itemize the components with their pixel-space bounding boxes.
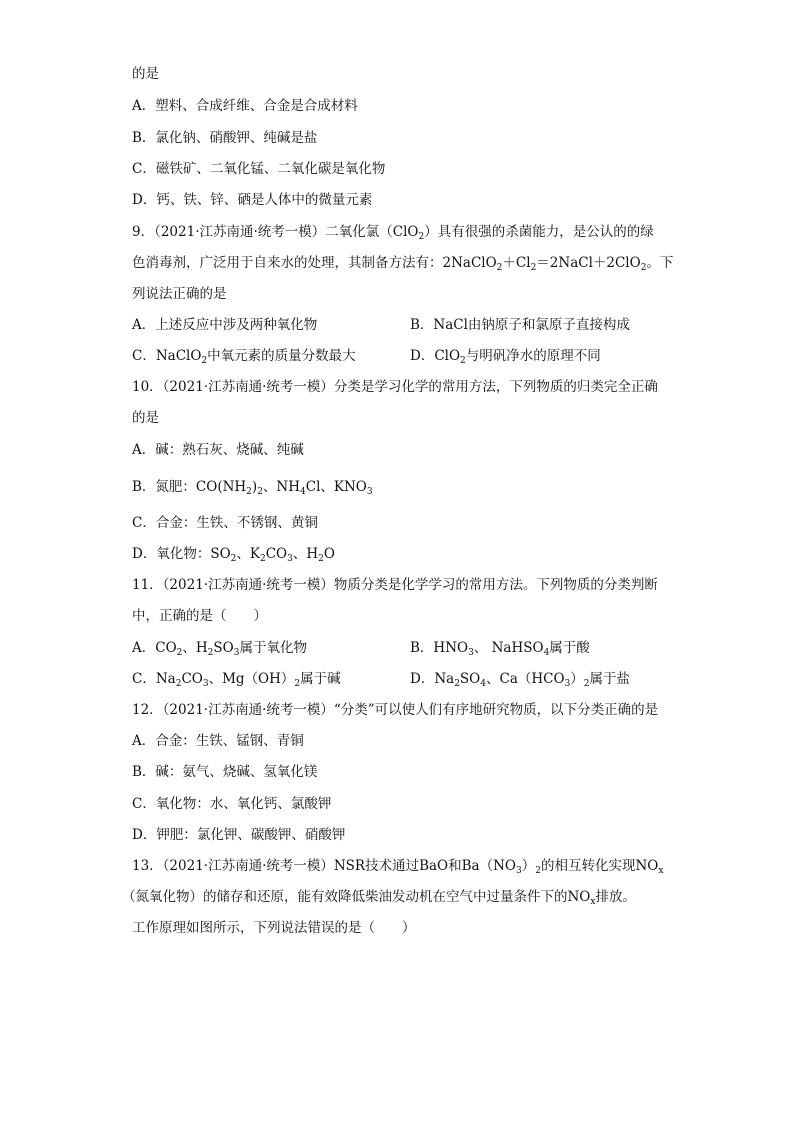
q9-c-sub: 2 — [201, 356, 208, 366]
q12-b: B．碱：氨气、烧碱、氢氧化镁 — [132, 764, 318, 780]
q9-c-a: C．NaClO — [132, 348, 202, 364]
q10-a: A．碱：熟石灰、烧碱、纯碱 — [132, 442, 304, 458]
q8-tail — [132, 64, 672, 84]
q11-d-a: D．Na — [410, 671, 455, 687]
q10-option-a — [132, 440, 672, 460]
q9-l1b: ）具有很强的杀菌能力，是公认的的绿 — [424, 224, 654, 240]
q9-l1a: 9．（2021·江苏南通·统考一模）二氧化氯（ClO — [132, 224, 419, 240]
q11-a-a: A．CO — [132, 640, 177, 656]
q9-l1-sub: 2 — [418, 232, 425, 242]
q11-d-s2: 4 — [480, 679, 486, 689]
q10-b-c: 、NH — [262, 479, 301, 495]
q11-a-d: 属于氧化物 — [239, 640, 307, 656]
q11-l1: 11．（2021·江苏南通·统考一模）物质分类是化学学习的常用方法。下列物质的分类判断 — [132, 577, 658, 593]
q8-option-d-text: D．钙、铁、锌、硒是人体中的微量元素 — [132, 192, 373, 208]
q8-option-b-text: B．氯化钠、硝酸钾、纯碱是盐 — [132, 130, 318, 146]
q10-b-b: ) — [251, 479, 258, 495]
q11-options-row2 — [132, 669, 672, 689]
q13-l1-s1: 3 — [515, 866, 522, 876]
q11-stem-line2 — [132, 606, 672, 626]
q11-b-s2: 4 — [543, 648, 550, 658]
q13-l1a: 13．（2021·江苏南通·统考一模）NSR技术通过BaO和Ba（NO — [132, 858, 516, 874]
q11-d-s4: 2 — [583, 679, 590, 689]
q13-l1b: ） — [521, 858, 536, 874]
q11-l2: 中，正确的是（ ） — [132, 608, 267, 624]
q10-d-s3: 3 — [287, 554, 293, 564]
q9-stem-line2 — [132, 253, 672, 273]
q9-d-b: 与明矾净水的原理不同 — [465, 348, 601, 364]
q12-option-d — [132, 825, 672, 845]
q9-l2d: 。下 — [646, 255, 674, 271]
q13-stem-line1 — [132, 856, 672, 876]
q11-b-s1: 3 — [468, 648, 474, 658]
q13-l2b: 排放。 — [595, 889, 636, 905]
q12-option-a — [132, 731, 672, 751]
q10-c: C．合金：生铁、不锈钢、黄铜 — [132, 515, 318, 531]
q11-d-s3: 3 — [564, 679, 571, 689]
q8-tail-text: 的是 — [132, 66, 159, 82]
q8-option-d — [132, 190, 672, 210]
q8-option-b — [132, 128, 672, 148]
q10-l2: 的是 — [132, 410, 159, 426]
q11-c-s1: 2 — [175, 679, 182, 689]
q10-b-a: B．氮肥：CO(NH — [132, 479, 247, 495]
q12-option-c — [132, 794, 672, 814]
q11-d-d: ） — [570, 671, 584, 687]
q11-b-b: 、 NaHSO — [473, 640, 544, 656]
q9-l2-sub3: 2 — [640, 263, 647, 273]
q11-c-d: 属于碱 — [300, 671, 341, 687]
q9-option-c — [132, 348, 356, 364]
q12-l1: 12．（2021·江苏南通·统考一模）“分类”可以使人们有序地研究物质，以下分类正确的是 — [132, 702, 659, 718]
q10-d-e: O — [323, 546, 335, 562]
q13-stem-line2 — [122, 887, 662, 907]
q11-c-s3: 2 — [294, 679, 301, 689]
q10-l1: 10．（2021·江苏南通·统考一模）分类是学习化学的常用方法，下列物质的归类完全正确 — [132, 379, 658, 395]
q9-option-d — [410, 346, 601, 366]
q11-c-s2: 3 — [202, 679, 209, 689]
q11-a-s1: 2 — [176, 648, 183, 658]
q10-option-d — [132, 544, 672, 564]
q9-l2-sub1: 2 — [496, 263, 503, 273]
q11-c-c: 、Mg（OH） — [208, 671, 295, 687]
q10-d-s1: 2 — [230, 554, 237, 564]
q11-a-s2: 2 — [207, 648, 214, 658]
q10-b-s4: 3 — [366, 487, 373, 497]
q13-l1-s3: x — [658, 866, 664, 876]
q9-option-b-text: B．NaCl由钠原子和氯原子直接构成 — [410, 317, 630, 333]
q11-option-b — [410, 638, 590, 658]
q11-option-c — [132, 671, 341, 687]
q10-d-d: 、H — [292, 546, 319, 562]
q8-option-c-text: C．磁铁矿、二氧化锰、二氧化碳是氧化物 — [132, 161, 386, 177]
q10-option-b — [132, 477, 672, 497]
q10-b-s3: 4 — [300, 487, 306, 497]
q9-l2c: ＝2NaCl＋2ClO — [536, 255, 641, 271]
q13-l2a: （氮氧化物）的储存和还原，能有效降低柴油发动机在空气中过量条件下的NO — [122, 889, 591, 905]
q10-b-s1: 2 — [246, 487, 252, 497]
q10-d-s4: 2 — [318, 554, 324, 564]
q13-l1c: 的相互转化实现NO — [540, 858, 659, 874]
q8-option-a — [132, 96, 672, 116]
q9-l3: 列说法正确的是 — [132, 286, 227, 302]
q13-stem-line3 — [132, 918, 672, 938]
q12-d: D．钾肥：氯化钾、碳酸钾、硝酸钾 — [132, 827, 346, 843]
q9-d-sub: 2 — [460, 356, 466, 366]
q10-stem-line1 — [132, 377, 672, 397]
q10-d-a: D．氧化物：SO — [132, 546, 231, 562]
q9-d-a: D．ClO — [410, 348, 461, 364]
q11-c-b: CO — [181, 671, 203, 687]
q12-option-b — [132, 762, 672, 782]
q10-option-c — [132, 513, 672, 533]
q12-a: A．合金：生铁、锰钢、青铜 — [132, 733, 304, 749]
q9-l2a: 色消毒剂，广泛用于自来水的处理，其制备方法有：2NaClO — [132, 255, 497, 271]
q10-d-s2: 2 — [259, 554, 266, 564]
q8-option-a-text: A．塑料、合成纤维、合金是合成材料 — [132, 98, 358, 114]
q9-l2b: ＋Cl — [502, 255, 531, 271]
q9-stem-line1 — [132, 222, 672, 242]
q9-options-row1 — [132, 315, 672, 335]
q11-options-row1 — [132, 638, 672, 658]
q11-c-a: C．Na — [132, 671, 176, 687]
q9-option-a: A．上述反应中涉及两种氧化物 — [132, 317, 318, 333]
q11-d-s1: 2 — [454, 679, 460, 689]
q8-option-c — [132, 159, 672, 179]
q11-a-s3: 3 — [233, 648, 240, 658]
q9-c-b: 中氧元素的质量分数最大 — [207, 348, 356, 364]
q11-a-b: 、H — [182, 640, 208, 656]
q12-stem — [132, 700, 672, 720]
q13-l3: 工作原理如图所示，下列说法错误的是（ ） — [132, 920, 416, 936]
q11-option-d — [410, 669, 630, 689]
q11-d-e: 属于盐 — [589, 671, 631, 687]
q13-l2-sub: x — [590, 897, 596, 907]
q10-d-b: 、K — [236, 546, 260, 562]
q10-d-c: CO — [265, 546, 288, 562]
q11-a-c: SO — [213, 640, 234, 656]
q11-stem-line1 — [132, 575, 672, 595]
q13-l1-s2: 2 — [535, 866, 541, 876]
q10-b-d: Cl、KNO — [305, 479, 367, 495]
q9-stem-line3 — [132, 284, 672, 304]
q9-l2-sub2: 2 — [530, 263, 537, 273]
q11-option-a — [132, 640, 307, 656]
q9-option-b — [410, 315, 630, 335]
q10-stem-line2 — [132, 408, 672, 428]
q10-b-s2: 2 — [257, 487, 263, 497]
q11-d-c: 、Ca（HCO — [485, 671, 565, 687]
q9-options-row2 — [132, 346, 672, 366]
q11-b-c: 属于酸 — [549, 640, 590, 656]
q11-b-a: B．HNO — [410, 640, 469, 656]
q12-c: C．氧化物：水、氧化钙、氯酸钾 — [132, 796, 332, 812]
q11-d-b: SO — [459, 671, 481, 687]
